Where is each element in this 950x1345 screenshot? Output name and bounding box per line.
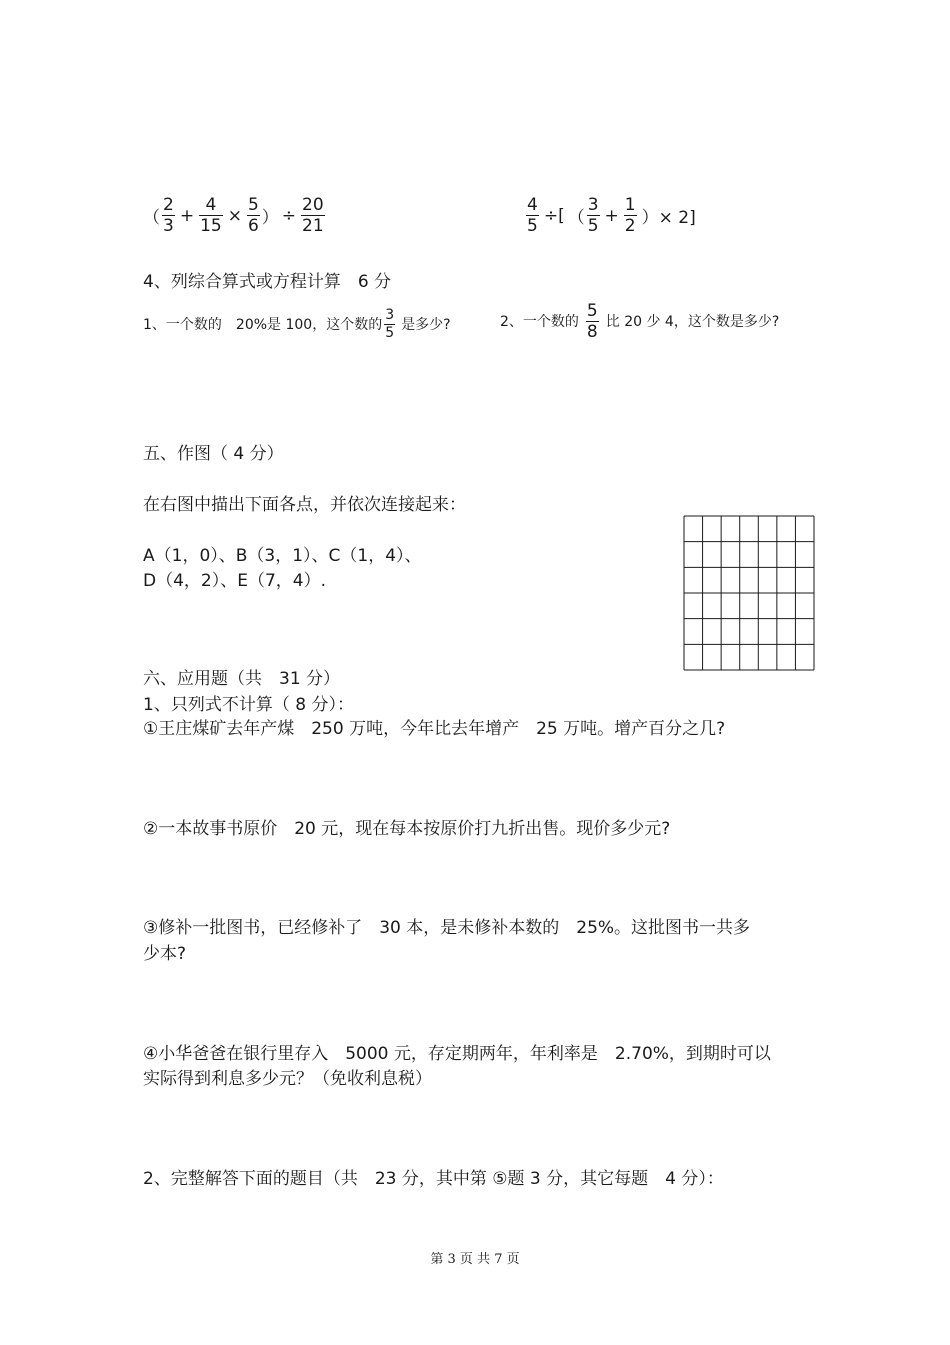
question-1: ①王庄煤矿去年产煤 250 万吨，今年比去年增产 25 万吨。增产百分之几? [143, 719, 726, 739]
divide-bracket: ÷[ [543, 205, 565, 226]
fraction: $\frac{4}{5}$ [527, 195, 538, 236]
paren-open: （ [567, 208, 585, 228]
fraction: $\frac{20}{21}$ [302, 195, 324, 236]
fraction: $\frac{5}{8}$ [586, 301, 598, 342]
times-sign: × [227, 205, 242, 226]
section-6-subsection-1: 1、只列式不计算（ 8 分）： [143, 695, 354, 715]
paren-close: ） [261, 208, 279, 228]
paren-open: （ [143, 208, 160, 228]
section-5-title: 五、作图（ 4 分） [143, 444, 284, 464]
fraction: $\frac{1}{2}$ [624, 195, 636, 236]
question-3-line-2: 少本? [143, 944, 187, 964]
expression-tail: ）× 2] [641, 208, 696, 228]
question-4-line-1: ④小华爸爸在银行里存入 5000 元，存定期两年，年利率是 2.70%，到期时可以 [143, 1044, 771, 1064]
plus-sign: + [179, 205, 195, 226]
fraction: $\frac{5}{6}$ [247, 195, 259, 236]
plus-sign: + [604, 205, 619, 226]
divide-sign: ÷ [281, 205, 297, 226]
fraction: $\frac{2}{3}$ [163, 195, 174, 236]
fraction: $\frac{3}{5}$ [587, 195, 599, 236]
section-4-question-1: 1、一个数的 20%是 100，这个数的 $\frac{3}{5}$ 是多少? [143, 307, 451, 341]
fraction: $\frac{4}{15}$ [200, 195, 222, 236]
section-6-subsection-2: 2、完整解答下面的题目（共 23 分，其中第 ⑤题 3 分，其它每题 4 分）： [143, 1169, 724, 1189]
expression-2 [524, 196, 699, 235]
question-4-line-2: 实际得到利息多少元？（免收利息税） [143, 1069, 432, 1089]
points-line-2: D（4，2）、E（7，4）. [143, 571, 326, 591]
section-4-question-2: 2、一个数的 $\frac{5}{8}$ 比 20 少 4，这个数是多少? [500, 301, 780, 342]
question-2: ②一本故事书原价 20 元，现在每本按原价打九折出售。现价多少元? [143, 819, 671, 839]
coordinate-grid [683, 515, 815, 671]
expression-1 [143, 196, 327, 235]
section-4-title: 4、列综合算式或方程计算 6 分 [143, 272, 392, 292]
fraction: $\frac{3}{5}$ [385, 307, 395, 341]
section-6-title: 六、应用题（共 31 分） [143, 669, 341, 689]
section-5-instruction: 在右图中描出下面各点，并依次连接起来： [143, 495, 466, 515]
points-line-1: A（1，0）、B（3，1）、C（1，4）、 [143, 546, 422, 566]
question-3-line-1: ③修补一批图书，已经修补了 30 本，是未修补本数的 25%。这批图书一共多 [143, 918, 751, 938]
page-footer: 第 3 页 共 7 页 [430, 1252, 520, 1267]
